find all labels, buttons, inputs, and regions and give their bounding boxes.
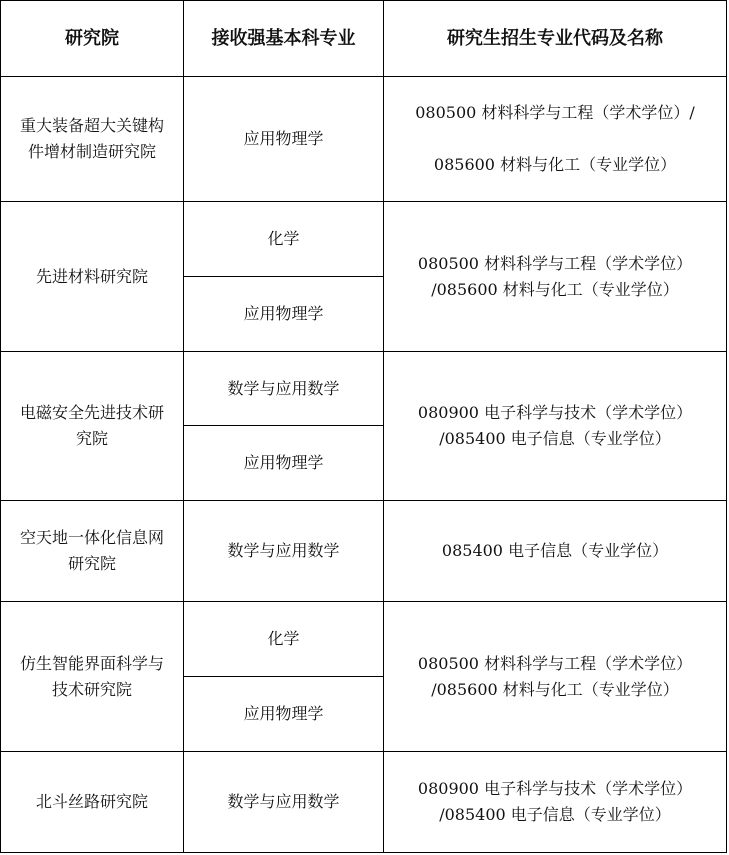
header-row bbox=[1, 1, 727, 77]
table-row bbox=[1, 602, 727, 677]
table-row bbox=[1, 202, 727, 277]
institute-cell bbox=[1, 501, 184, 602]
code-line: /085400 电子信息（专业学位） bbox=[439, 805, 671, 824]
code-line: 080500 材料科学与工程（学术学位） bbox=[417, 253, 693, 273]
code-cell bbox=[384, 352, 727, 501]
code-line: /085400 电子信息（专业学位） bbox=[439, 429, 671, 448]
code-line: /085600 材料与化工（专业学位） bbox=[431, 679, 679, 699]
major-cell: 化学 bbox=[184, 202, 384, 277]
institute-line: 北斗丝路研究院 bbox=[35, 792, 148, 811]
code-line: 085400 电子信息（专业学位） bbox=[441, 541, 669, 560]
major-cell: 应用物理学 bbox=[184, 426, 384, 501]
code-line: 085600 材料与化工（专业学位） bbox=[433, 155, 677, 174]
code-cell bbox=[384, 77, 727, 202]
institute-line: 技术研究院 bbox=[51, 679, 132, 699]
institute-line: 究院 bbox=[75, 429, 108, 448]
institute-cell bbox=[1, 77, 184, 202]
table-row bbox=[1, 501, 727, 602]
institute-line: 重大装备超大关键构 bbox=[19, 116, 164, 135]
institute-line: 研究院 bbox=[67, 554, 116, 573]
major-cell: 应用物理学 bbox=[184, 677, 384, 752]
code-line: 080900 电子科学与技术（学术学位） bbox=[417, 403, 693, 422]
header-major: 接收强基本科专业 bbox=[184, 1, 384, 77]
code-cell bbox=[384, 501, 727, 602]
code-line: 080900 电子科学与技术（学术学位） bbox=[417, 779, 693, 798]
institute-line: 件增材制造研究院 bbox=[27, 142, 156, 161]
header-institute: 研究院 bbox=[1, 1, 184, 77]
code-cell bbox=[384, 202, 727, 352]
major-cell: 应用物理学 bbox=[184, 277, 384, 352]
major-cell: 化学 bbox=[184, 602, 384, 677]
code-line: /085600 材料与化工（专业学位） bbox=[431, 279, 679, 299]
code-cell bbox=[384, 752, 727, 853]
code-cell bbox=[384, 602, 727, 752]
table-row bbox=[1, 77, 727, 202]
major-cell: 数学与应用数学 bbox=[184, 501, 384, 602]
major-cell: 数学与应用数学 bbox=[184, 352, 384, 426]
institute-line: 空天地一体化信息网 bbox=[19, 528, 164, 547]
table-row bbox=[1, 352, 727, 426]
major-cell: 数学与应用数学 bbox=[184, 752, 384, 853]
institute-line: 仿生智能界面科学与 bbox=[19, 653, 164, 673]
institute-line: 先进材料研究院 bbox=[35, 266, 148, 286]
institute-cell bbox=[1, 352, 184, 501]
institute-line: 电磁安全先进技术研 bbox=[19, 403, 164, 422]
institute-cell bbox=[1, 202, 184, 352]
institute-cell bbox=[1, 752, 184, 853]
header-code: 研究生招生专业代码及名称 bbox=[384, 1, 727, 77]
table-row bbox=[1, 752, 727, 853]
code-line: 080500 材料科学与工程（学术学位）/ bbox=[415, 103, 695, 122]
major-cell: 应用物理学 bbox=[184, 77, 384, 202]
code-line: 080500 材料科学与工程（学术学位） bbox=[417, 653, 693, 673]
institute-cell bbox=[1, 602, 184, 752]
